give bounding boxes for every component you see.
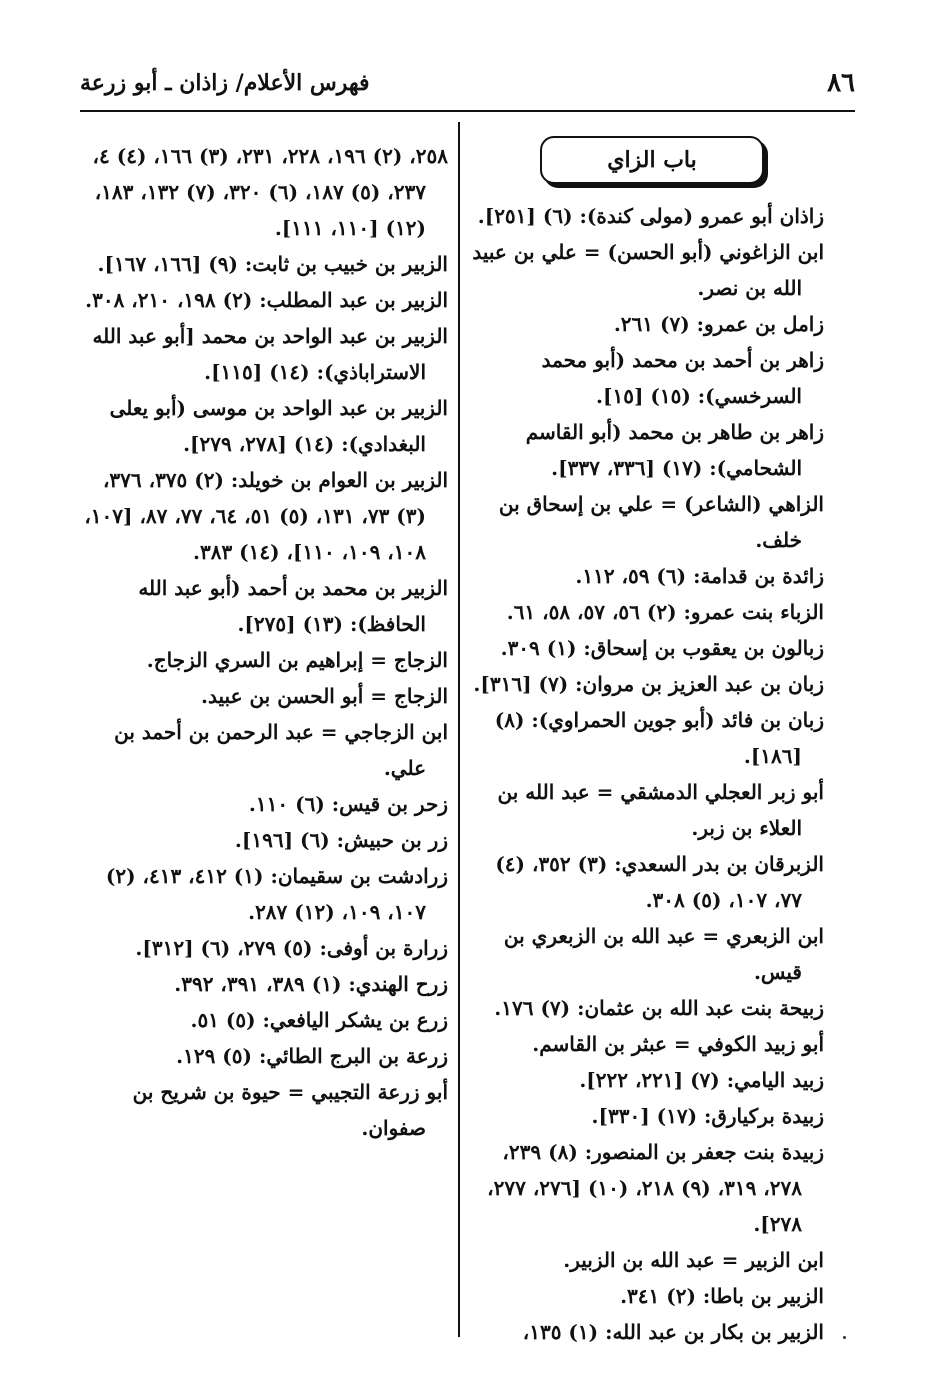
index-entry: زرارة بن أوفى: (٥) ٢٧٩، (٦) [٣١٢]. bbox=[135, 936, 448, 960]
index-entry: الزبير بن بكار بن عبد الله: (١) ١٣٥، bbox=[522, 1320, 824, 1344]
index-entry: الزجاج = أبو الحسن بن عبيد. bbox=[201, 684, 448, 708]
index-entry: أبو زرعة التجيبي = حيوة بن شريح بن صفوان. bbox=[132, 1080, 448, 1140]
index-entry: ابن الزاغوني (أبو الحسن) = علي بن عبيد الله بن نصر. bbox=[472, 240, 824, 300]
index-entry: الزاهي (الشاعر) = علي بن إسحاق بن خلف. bbox=[498, 492, 824, 552]
index-entry: الزبرقان بن بدر السعدي: (٣) ٣٥٢، (٤) ٧٧، ١٠٧، (٥) ٣٠٨. bbox=[495, 852, 824, 912]
page-number: ٨٦ bbox=[827, 68, 855, 98]
header-rule bbox=[80, 110, 855, 112]
index-entry: زبيحة بنت عبد الله بن عثمان: (٧) ١٧٦. bbox=[494, 996, 824, 1020]
index-entry: زبان بن عبد العزيز بن مروان: (٧) [٣١٦]. bbox=[473, 672, 824, 696]
index-entry: الزباء بنت عمرو: (٢) ٥٦، ٥٧، ٥٨، ٦١. bbox=[506, 600, 824, 624]
index-entry: زاذان أبو عمرو (مولى كندة): (٦) [٢٥١]. bbox=[477, 204, 824, 228]
index-entry: ابن الزبعري = عبد الله بن الزبعري بن قيس. bbox=[503, 924, 824, 984]
index-entry: زر بن حبيش: (٦) [١٩٦]. bbox=[234, 828, 448, 852]
index-entry: الزبير بن عبد الواحد بن محمد [أبو عبد الله الاستراباذي): (١٤) [١١٥]. bbox=[92, 324, 448, 384]
index-entry: أبو زبر العجلي الدمشقي = عبد الله بن العلاء بن زبر. bbox=[497, 780, 824, 840]
index-entry: ابن الزبير = عبد الله بن الزبير. bbox=[563, 1248, 824, 1272]
index-entry: ٢٥٨، (٢) ١٩٦، ٢٢٨، ٢٣١، (٣) ١٦٦، (٤) ٤، ٢٣٧، (٥) ١٨٧، (٦) ٣٢٠، (٧) ١٣٢، ١٨٣، (١٢) [١١٠، ١١١]. bbox=[92, 144, 448, 240]
page-header bbox=[80, 62, 855, 106]
index-entry: أبو زبيد الكوفي = عبثر بن القاسم. bbox=[532, 1032, 824, 1056]
index-entry: زرعة بن البرج الطائي: (٥) ١٢٩. bbox=[176, 1044, 448, 1068]
index-entry: الزبير بن عبد الواحد بن موسى (أبو يعلى البغدادي): (١٤) [٢٧٨، ٢٧٩]. bbox=[109, 396, 448, 456]
index-entry: زبالون بن يعقوب بن إسحاق: (١) ٣٠٩. bbox=[500, 636, 824, 660]
index-entry: زبيدة بنت جعفر بن المنصور: (٨) ٢٣٩، ٢٧٨، ٣١٩، (٩) ٢١٨، (١٠) [٢٧٦، ٢٧٧، ٢٧٨]. bbox=[487, 1140, 824, 1236]
index-entry: الزبير بن محمد بن أحمد (أبو عبد الله الحافظ): (١٣) [٢٧٥]. bbox=[138, 576, 448, 636]
index-entry: الزبير بن خبيب بن ثابت: (٩) [١٦٦، ١٦٧]. bbox=[97, 252, 448, 276]
left-column bbox=[82, 138, 448, 1146]
index-entry: زحر بن قيس: (٦) ١١٠. bbox=[248, 792, 448, 816]
index-entry: زامل بن عمرو: (٧) ٢٦١. bbox=[613, 312, 824, 336]
speck bbox=[843, 1336, 846, 1339]
index-entry: زرح الهندي: (١) ٣٨٩، ٣٩١، ٣٩٢. bbox=[174, 972, 448, 996]
column-divider bbox=[458, 122, 460, 1337]
right-column bbox=[469, 198, 824, 1350]
index-entry: ابن الزجاجي = عبد الرحمن بن أحمد بن علي. bbox=[114, 720, 448, 780]
section-title-box bbox=[540, 136, 764, 184]
index-entry: زائدة بن قدامة: (٦) ٥٩، ١١٢. bbox=[575, 564, 824, 588]
index-entry: الزجاج = إبراهيم بن السري الزجاج. bbox=[146, 648, 448, 672]
running-head: فهرس الأعلام/ زاذان ـ أبو زرعة bbox=[80, 70, 370, 96]
index-entry: الزبير بن عبد المطلب: (٢) ١٩٨، ٢١٠، ٣٠٨. bbox=[85, 288, 448, 312]
index-entry: الزبير بن باطا: (٢) ٣٤١. bbox=[620, 1284, 824, 1308]
index-entry: زاهر بن طاهر بن محمد (أبو القاسم الشحامي): (١٧) [٣٣٦، ٣٣٧]. bbox=[525, 420, 824, 480]
section-title: باب الزاي bbox=[607, 147, 697, 173]
index-entry: زاهر بن أحمد بن محمد (أبو محمد السرخسي): (١٥) [١٥]. bbox=[541, 348, 824, 408]
index-entry: زرادشت بن سقيمان: (١) ٤١٢، ٤١٣، (٢) ١٠٧، ١٠٩، (١٢) ٢٨٧. bbox=[105, 864, 448, 924]
index-entry: زرع بن يشكر اليافعي: (٥) ٥١. bbox=[190, 1008, 448, 1032]
index-entry: زبان بن فائد (أبو جوين الحمراوي): (٨) [١٨٦]. bbox=[494, 708, 824, 768]
index-entry: زبيد اليامي: (٧) [٢٢١، ٢٢٢]. bbox=[579, 1068, 824, 1092]
index-entry: زبيدة بركيارق: (١٧) [٣٣٠]. bbox=[591, 1104, 824, 1128]
index-entry: الزبير بن العوام بن خويلد: (٢) ٣٧٥، ٣٧٦، (٣) ٧٣، ١٣١، (٥) ٥١، ٦٤، ٧٧، ٨٧، [١٠٧، ١٠٨، ١٠٩، ١١٠]، (١٤) ٣٨٣. bbox=[84, 468, 448, 564]
